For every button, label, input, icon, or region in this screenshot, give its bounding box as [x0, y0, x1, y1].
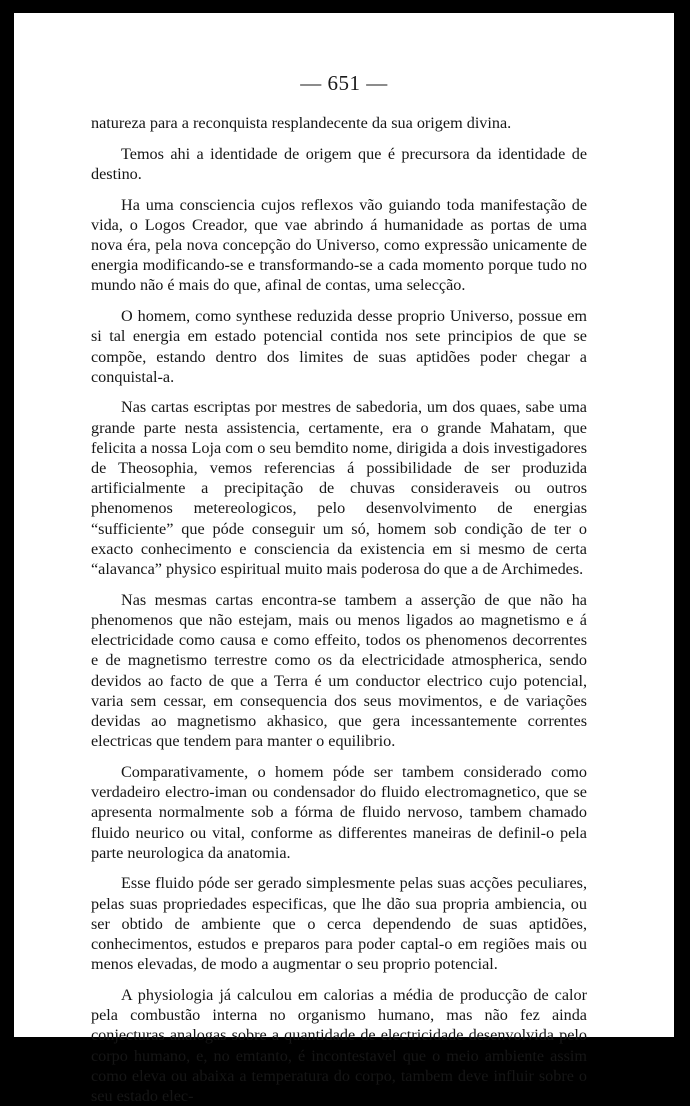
paragraph-7: Comparativamente, o homem póde ser tambem considerado como verdadeiro electro-iman ou condensador do fluido electromagnetico, que se apresenta normalmente sob a fórma de fluido nervoso, tambem chamado fluido neurico ou vital, conforme as differentes maneiras de definil-o pela parte neurologica da anatomia.	[91, 762, 587, 862]
paragraph-3: Ha uma consciencia cujos reflexos vão guiando toda manifestação de vida, o Logos Creador, que vae abrindo á humanidade as portas de uma nova éra, pela nova concepção do Universo, como expressão unicamente de energia modificando-se e transformando-se a cada momento porque tudo no mundo não é mais do que, afinal de contas, uma selecção.	[91, 195, 587, 295]
paragraph-2: Temos ahi a identidade de origem que é precursora da identidade de destino.	[91, 144, 587, 183]
paragraph-8: Esse fluido póde ser gerado simplesmente pelas suas acções peculiares, pelas suas propriedades especificas, que lhe dão sua propria ambiencia, ou ser obtido de ambiente que o cerca dependendo de suas aptidões, conhecimentos, estudos e preparos para poder captal-o em regiões mais ou menos elevadas, de modo a augmentar o seu proprio potencial.	[91, 874, 587, 974]
paragraph-5: Nas cartas escriptas por mestres de sabedoria, um dos quaes, sabe uma grande parte nesta assistencia, certamente, era o grande Mahatam, que felicita a nossa Loja com o seu bemdito nome, dirigida a dois investigadores de Theosophia, vemos referencias á possibilidade de ser produzida artificialmente a precipitação de chuvas consideraveis ou outros phenomenos metereologicos, pelo desenvolvimento de energias “sufficiente” que póde conseguir um só, homem sob condição de ter o exacto conhecimento e consciencia da existencia em si mesmo de certa “alavanca” physico espiritual muito mais poderosa do que a de Archimedes.	[91, 398, 587, 579]
paragraph-9: A physiologia já calculou em calorias a média de producção de calor pela combustão interna no organismo humano, mas não fez ainda conjecturas analogas sobre a quantidade de electricidade desenvolvida pelo corpo humano, e, no emtanto, é incontestavel que o meio ambiente assim como eleva ou abaixa a temperatura do corpo, tambem deve influir sobre o seu estado elec-	[91, 985, 587, 1105]
paragraph-4: O homem, como synthese reduzida desse proprio Universo, possue em si tal energia em estado potencial contida nos sete principios de que se compõe, estando dentro dos limites de suas aptidões poder chegar a conquistal-a.	[91, 307, 587, 386]
page-number: — 651 —	[300, 71, 388, 95]
book-page	[14, 13, 674, 1105]
paragraph-6: Nas mesmas cartas encontra-se tambem a asserção de que não ha phenomenos que não estejam, mais ou menos ligados ao magnetismo e á electricidade como causa e como effeito, todos os phenomenos decorrentes e de magnetismo terrestre como os da electricidade atmospherica, sendo devidos ao facto de que a Terra é um conductor electrico cujo potencial, varia sem cessar, em consequencia dos seus movimentos, e de variações devidas ao magnetismo akhasico, que gera incessantemente correntes electricas que tendem para manter o equilibrio.	[91, 590, 587, 751]
page-body	[91, 113, 587, 1106]
paragraph-1: natureza para a reconquista resplandecente da sua origem divina.	[91, 114, 512, 132]
